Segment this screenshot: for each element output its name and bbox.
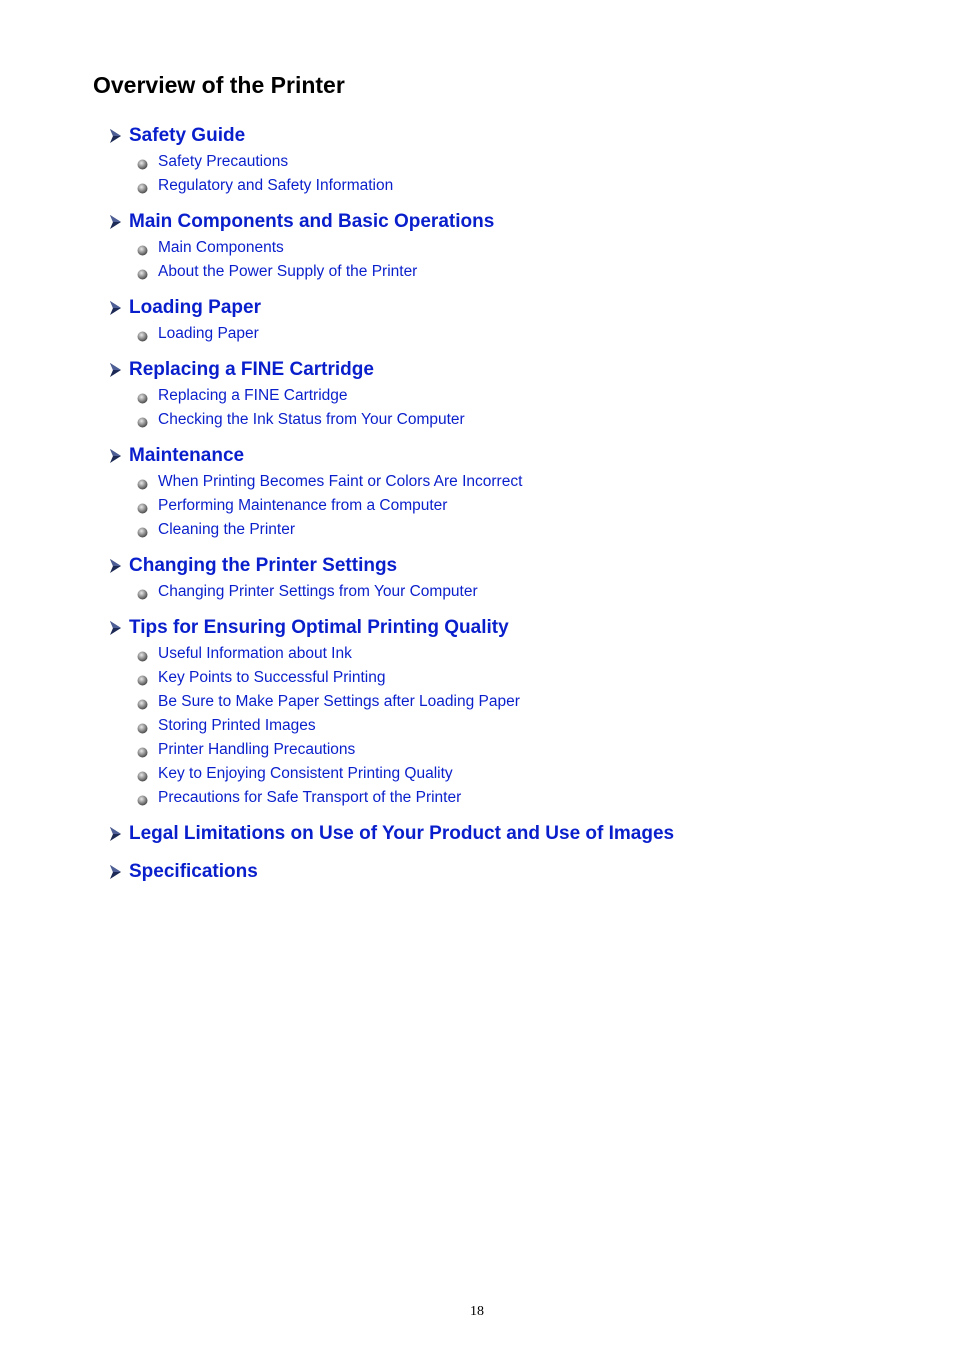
toc-subitem-list <box>107 470 907 542</box>
round-bullet-icon <box>137 587 148 598</box>
round-bullet-icon <box>137 697 148 708</box>
page-title: Overview of the Printer <box>93 72 345 98</box>
round-bullet-icon <box>137 793 148 804</box>
page-number: 18 <box>470 1304 484 1319</box>
toc-section <box>107 122 907 198</box>
toc-subitem[interactable] <box>137 236 907 260</box>
toc-subitem[interactable] <box>137 580 907 604</box>
section-link[interactable]: Replacing a FINE Cartridge <box>129 359 374 380</box>
section-link[interactable]: Legal Limitations on Use of Your Product and Use of Images <box>129 823 675 844</box>
round-bullet-icon <box>137 157 148 168</box>
subitem-link[interactable]: Be Sure to Make Paper Settings after Loading Paper <box>158 693 520 710</box>
round-bullet-icon <box>137 769 148 780</box>
toc-section-heading[interactable] <box>107 122 907 150</box>
toc-section <box>107 294 907 346</box>
toc-section-heading[interactable] <box>107 858 907 886</box>
round-bullet-icon <box>137 501 148 512</box>
section-link[interactable]: Specifications <box>129 861 258 882</box>
subitem-link[interactable]: Checking the Ink Status from Your Computer <box>158 411 465 428</box>
section-link[interactable]: Tips for Ensuring Optimal Printing Quality <box>129 617 509 638</box>
toc-subitem[interactable] <box>137 738 907 762</box>
subitem-link[interactable]: About the Power Supply of the Printer <box>158 263 418 280</box>
round-bullet-icon <box>137 267 148 278</box>
toc-subitem[interactable] <box>137 260 907 284</box>
toc-subitem[interactable] <box>137 408 907 432</box>
chevron-right-icon <box>107 448 123 464</box>
toc-section <box>107 552 907 604</box>
toc-section <box>107 614 907 810</box>
toc-section-heading[interactable] <box>107 208 907 236</box>
round-bullet-icon <box>137 477 148 488</box>
subitem-link[interactable]: When Printing Becomes Faint or Colors Are Incorrect <box>158 473 523 490</box>
toc-subitem[interactable] <box>137 642 907 666</box>
toc-subitem[interactable] <box>137 714 907 738</box>
toc-subitem[interactable] <box>137 518 907 542</box>
toc-section <box>107 820 907 848</box>
section-link[interactable]: Safety Guide <box>129 125 246 146</box>
toc-section-heading[interactable] <box>107 356 907 384</box>
subitem-link[interactable]: Storing Printed Images <box>158 717 316 734</box>
toc-section <box>107 356 907 432</box>
toc-section <box>107 442 907 542</box>
chevron-right-icon <box>107 864 123 880</box>
round-bullet-icon <box>137 415 148 426</box>
subitem-link[interactable]: Regulatory and Safety Information <box>158 177 394 194</box>
section-link[interactable]: Changing the Printer Settings <box>129 555 398 576</box>
round-bullet-icon <box>137 649 148 660</box>
round-bullet-icon <box>137 391 148 402</box>
subitem-link[interactable]: Replacing a FINE Cartridge <box>158 387 348 404</box>
toc-section-heading[interactable] <box>107 614 907 642</box>
subitem-link[interactable]: Useful Information about Ink <box>158 645 352 662</box>
subitem-link[interactable]: Changing Printer Settings from Your Computer <box>158 583 478 600</box>
toc-subitem[interactable] <box>137 762 907 786</box>
section-link[interactable]: Maintenance <box>129 445 245 466</box>
toc-subitem[interactable] <box>137 494 907 518</box>
toc-section-heading[interactable] <box>107 294 907 322</box>
chevron-right-icon <box>107 214 123 230</box>
toc-subitem[interactable] <box>137 384 907 408</box>
chevron-right-icon <box>107 362 123 378</box>
toc-subitem[interactable] <box>137 690 907 714</box>
round-bullet-icon <box>137 329 148 340</box>
toc-section <box>107 208 907 284</box>
subitem-link[interactable]: Loading Paper <box>158 325 259 342</box>
subitem-link[interactable]: Key Points to Successful Printing <box>158 669 386 686</box>
subitem-link[interactable]: Precautions for Safe Transport of the Printer <box>158 789 462 806</box>
table-of-contents <box>107 122 907 896</box>
subitem-link[interactable]: Main Components <box>158 239 284 256</box>
subitem-link[interactable]: Printer Handling Precautions <box>158 741 356 758</box>
chevron-right-icon <box>107 558 123 574</box>
chevron-right-icon <box>107 300 123 316</box>
round-bullet-icon <box>137 243 148 254</box>
toc-subitem[interactable] <box>137 150 907 174</box>
round-bullet-icon <box>137 721 148 732</box>
toc-subitem-list <box>107 322 907 346</box>
toc-subitem-list <box>107 580 907 604</box>
subitem-link[interactable]: Cleaning the Printer <box>158 521 295 538</box>
subitem-link[interactable]: Key to Enjoying Consistent Printing Quality <box>158 765 453 782</box>
toc-section-heading[interactable] <box>107 820 907 848</box>
section-link[interactable]: Loading Paper <box>129 297 261 318</box>
round-bullet-icon <box>137 745 148 756</box>
toc-subitem-list <box>107 384 907 432</box>
toc-section-heading[interactable] <box>107 442 907 470</box>
chevron-right-icon <box>107 826 123 842</box>
round-bullet-icon <box>137 181 148 192</box>
toc-subitem[interactable] <box>137 174 907 198</box>
toc-subitem[interactable] <box>137 786 907 810</box>
toc-subitem[interactable] <box>137 666 907 690</box>
toc-subitem-list <box>107 150 907 198</box>
toc-subitem-list <box>107 642 907 810</box>
subitem-link[interactable]: Safety Precautions <box>158 153 289 170</box>
toc-subitem[interactable] <box>137 470 907 494</box>
section-link[interactable]: Main Components and Basic Operations <box>129 211 495 232</box>
round-bullet-icon <box>137 525 148 536</box>
chevron-right-icon <box>107 128 123 144</box>
subitem-link[interactable]: Performing Maintenance from a Computer <box>158 497 448 514</box>
toc-subitem[interactable] <box>137 322 907 346</box>
round-bullet-icon <box>137 673 148 684</box>
chevron-right-icon <box>107 620 123 636</box>
toc-section <box>107 858 907 886</box>
toc-subitem-list <box>107 236 907 284</box>
toc-section-heading[interactable] <box>107 552 907 580</box>
